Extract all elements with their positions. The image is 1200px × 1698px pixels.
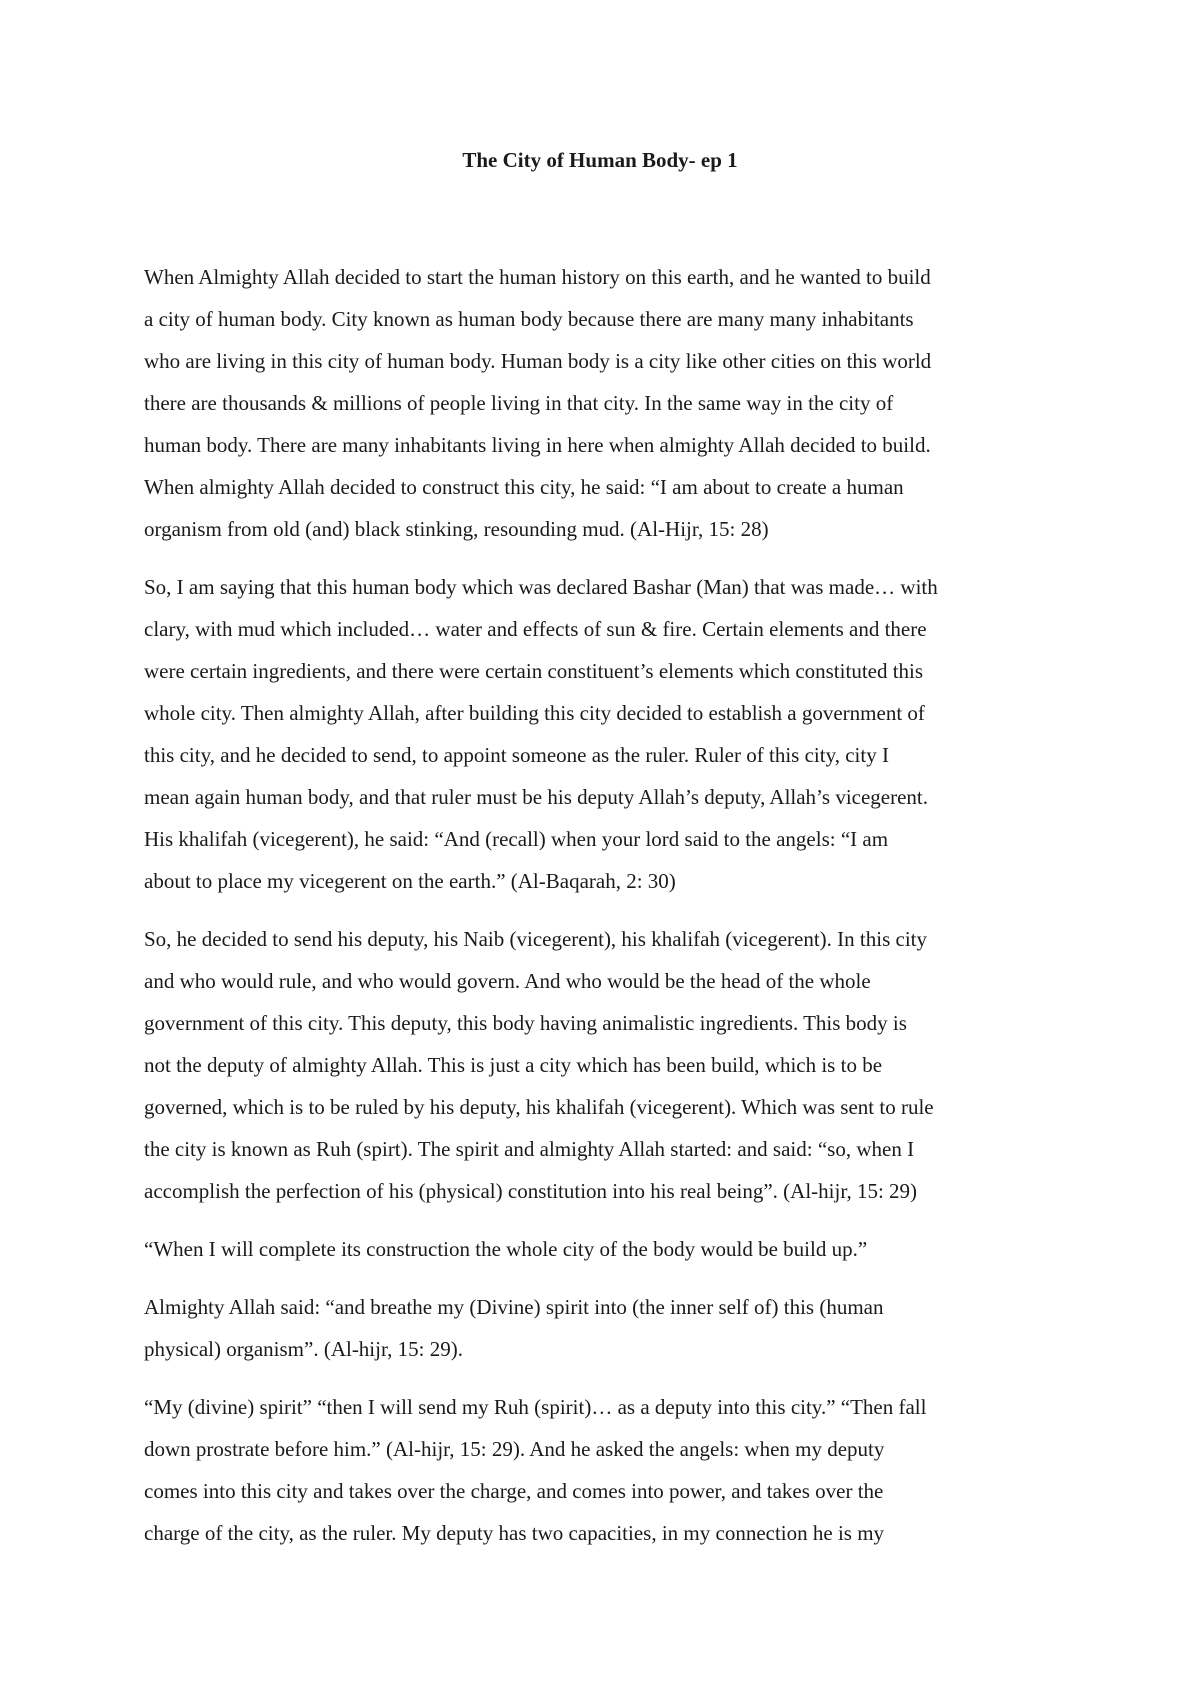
text-line: who are living in this city of human body. Human body is a city like other cities on this world [144, 349, 932, 373]
text-line: When almighty Allah decided to construct this city, he said: “I am about to create a human [144, 475, 904, 499]
paragraph [144, 1228, 1074, 1270]
text-line: accomplish the perfection of his (physical) constitution into his real being”. (Al-hijr, 15: 29) [144, 1179, 918, 1203]
text-line: When Almighty Allah decided to start the human history on this earth, and he wanted to build [144, 265, 931, 289]
text-line: the city is known as Ruh (spirt). The spirit and almighty Allah started: and said: “so, when I [144, 1137, 915, 1161]
text-line: comes into this city and takes over the charge, and comes into power, and takes over the [144, 1479, 884, 1503]
paragraph [144, 1286, 1074, 1370]
paragraph [144, 256, 1074, 550]
text-line: about to place my vicegerent on the earth.” (Al-Baqarah, 2: 30) [144, 869, 676, 893]
text-line: governed, which is to be ruled by his deputy, his khalifah (vicegerent). Which was sent to rule [144, 1095, 934, 1119]
text-line: were certain ingredients, and there were certain constituent’s elements which constituted this [144, 659, 924, 683]
text-line: physical) organism”. (Al-hijr, 15: 29). [144, 1337, 463, 1361]
text-line: down prostrate before him.” (Al-hijr, 15: 29). And he asked the angels: when my deputy [144, 1437, 885, 1461]
text-line: mean again human body, and that ruler must be his deputy Allah’s deputy, Allah’s vicegerent. [144, 785, 929, 809]
text-line: “My (divine) spirit” “then I will send my Ruh (spirit)… as a deputy into this city.” “Then fall [144, 1395, 927, 1419]
text-line: there are thousands & millions of people living in that city. In the same way in the city of [144, 391, 894, 415]
text-line: His khalifah (vicegerent), he said: “And (recall) when your lord said to the angels: “I am [144, 827, 889, 851]
text-line: human body. There are many inhabitants living in here when almighty Allah decided to build. [144, 433, 931, 457]
text-line: Almighty Allah said: “and breathe my (Divine) spirit into (the inner self of) this (human [144, 1295, 884, 1319]
text-line: organism from old (and) black stinking, resounding mud. (Al-Hijr, 15: 28) [144, 517, 769, 541]
paragraph [144, 918, 1074, 1212]
text-line: charge of the city, as the ruler. My deputy has two capacities, in my connection he is my [144, 1521, 885, 1545]
page-title: The City of Human Body- ep 1 [462, 148, 738, 172]
text-line: So, he decided to send his deputy, his Naib (vicegerent), his khalifah (vicegerent). In this city [144, 927, 927, 951]
text-line: not the deputy of almighty Allah. This is just a city which has been build, which is to be [144, 1053, 883, 1077]
text-line: clary, with mud which included… water and effects of sun & fire. Certain elements and there [144, 617, 927, 641]
paragraph [144, 566, 1074, 902]
text-line: and who would rule, and who would govern. And who would be the head of the whole [144, 969, 871, 993]
text-line: government of this city. This deputy, this body having animalistic ingredients. This body is [144, 1011, 907, 1035]
text-line: So, I am saying that this human body which was declared Bashar (Man) that was made… with [144, 575, 938, 599]
paragraph [144, 1386, 1074, 1554]
text-line: this city, and he decided to send, to appoint someone as the ruler. Ruler of this city, city I [144, 743, 889, 767]
document-body [144, 256, 1074, 1570]
text-line: a city of human body. City known as human body because there are many many inhabitants [144, 307, 914, 331]
text-line: whole city. Then almighty Allah, after building this city decided to establish a government of [144, 701, 925, 725]
text-line: “When I will complete its construction the whole city of the body would be build up.” [144, 1237, 868, 1261]
